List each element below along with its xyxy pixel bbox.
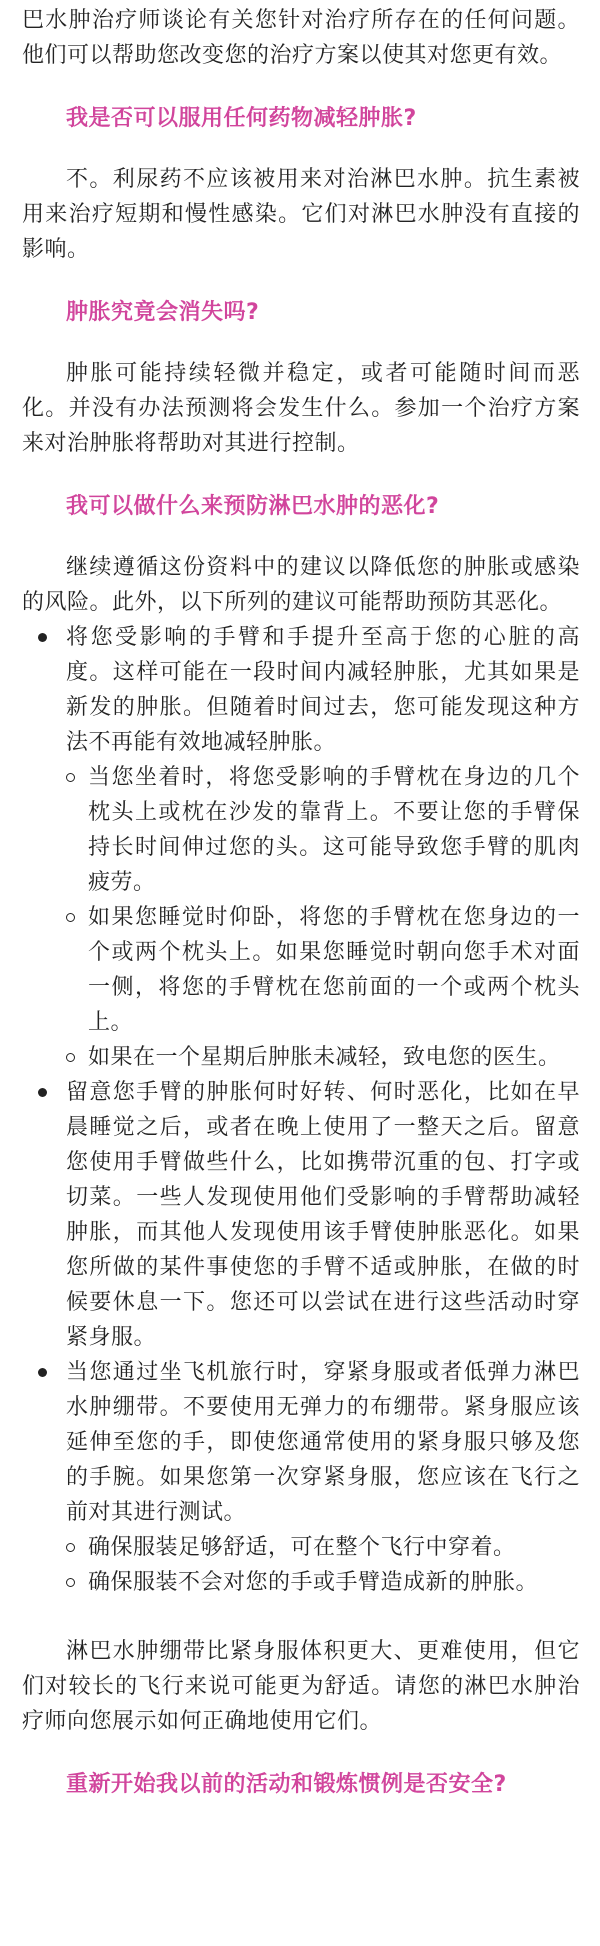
heading-medication: 我是否可以服用任何药物减轻肿胀?	[66, 106, 417, 131]
bullet-dot-icon	[38, 633, 47, 642]
sub-item-comfortable	[66, 1530, 580, 1565]
list-item-elevate-arm	[22, 620, 580, 1075]
intro-paragraph: 巴水肿治疗师谈论有关您针对治疗所存在的任何问题。他们可以帮助您改变您的治疗方案以使其对您更有效。	[22, 8, 580, 68]
paragraph-prevent-worsening: 继续遵循这份资料中的建议以降低您的肿胀或感染的风险。此外，以下所列的建议可能帮助预防其恶化。	[22, 555, 580, 615]
list-item-text: 留意您手臂的肿胀何时好转、何时恶化，比如在早晨睡觉之后，或者在晚上使用了一整天之后。留意您使用手臂做些什么，比如携带沉重的包、打字或切菜。一些人发现使用他们受影响的手臂帮助减轻肿胀，而其他人发现使用该手臂使肿胀恶化。如果您所做的某件事使您的手臂不适或肿胀，在做的时候要休息一下。您还可以尝试在进行这些活动时穿紧身服。	[66, 1080, 580, 1350]
sub-list	[66, 1530, 580, 1600]
list-item-text: 将您受影响的手臂和手提升至高于您的心脏的高度。这样可能在一段时间内减轻肿胀，尤其如果是新发的肿胀。但随着时间过去，您可能发现这种方法不再能有效地减轻肿胀。	[66, 625, 580, 755]
sub-item-sitting	[66, 760, 580, 900]
list-item-notice-swelling	[22, 1075, 580, 1355]
heading-prevent-worsening: 我可以做什么来预防淋巴水肿的恶化?	[66, 494, 440, 519]
sub-item-text: 当您坐着时，将您受影响的手臂枕在身边的几个枕头上或枕在沙发的靠背上。不要让您的手臂保持长时间伸过您的头。这可能导致您手臂的肌肉疲劳。	[88, 765, 580, 895]
sub-list	[66, 760, 580, 1075]
sub-item-text: 确保服装足够舒适，可在整个飞行中穿着。	[88, 1535, 516, 1560]
bullet-circle-icon	[66, 1578, 75, 1587]
bullet-circle-icon	[66, 773, 75, 782]
list-item-text: 当您通过坐飞机旅行时，穿紧身服或者低弹力淋巴水肿绷带。不要使用无弹力的布绷带。紧身服应该延伸至您的手，即使您通常使用的紧身服只够及您的手腕。如果您第一次穿紧身服，您应该在飞行之前对其进行测试。	[66, 1360, 580, 1525]
bullet-dot-icon	[38, 1368, 47, 1377]
bullet-circle-icon	[66, 913, 75, 922]
heading-resume-activities: 重新开始我以前的活动和锻炼惯例是否安全?	[66, 1772, 507, 1797]
paragraph-swelling-go-away: 肿胀可能持续轻微并稳定，或者可能随时间而恶化。并没有办法预测将会发生什么。参加一个治疗方案来对治肿胀将帮助对其进行控制。	[22, 361, 580, 456]
advice-list	[22, 620, 580, 1600]
paragraph-bandages: 淋巴水肿绷带比紧身服体积更大、更难使用，但它们对较长的飞行来说可能更为舒适。请您的淋巴水肿治疗师向您展示如何正确地使用它们。	[22, 1639, 580, 1734]
sub-item-sleeping	[66, 900, 580, 1040]
bullet-circle-icon	[66, 1543, 75, 1552]
sub-item-call-doctor	[66, 1040, 580, 1075]
list-item-air-travel	[22, 1355, 580, 1600]
sub-item-text: 如果您睡觉时仰卧，将您的手臂枕在您身边的一个或两个枕头上。如果您睡觉时朝向您手术对面一侧，将您的手臂枕在您前面的一个或两个枕头上。	[88, 905, 580, 1035]
bullet-dot-icon	[38, 1088, 47, 1097]
heading-swelling-go-away: 肿胀究竟会消失吗?	[66, 300, 260, 325]
paragraph-medication: 不。利尿药不应该被用来对治淋巴水肿。抗生素被用来治疗短期和慢性感染。它们对淋巴水肿没有直接的影响。	[22, 167, 580, 262]
bullet-circle-icon	[66, 1053, 75, 1062]
sub-item-no-new-swelling	[66, 1565, 580, 1600]
sub-item-text: 确保服装不会对您的手或手臂造成新的肿胀。	[88, 1570, 539, 1595]
sub-item-text: 如果在一个星期后肿胀未减轻，致电您的医生。	[88, 1045, 561, 1070]
